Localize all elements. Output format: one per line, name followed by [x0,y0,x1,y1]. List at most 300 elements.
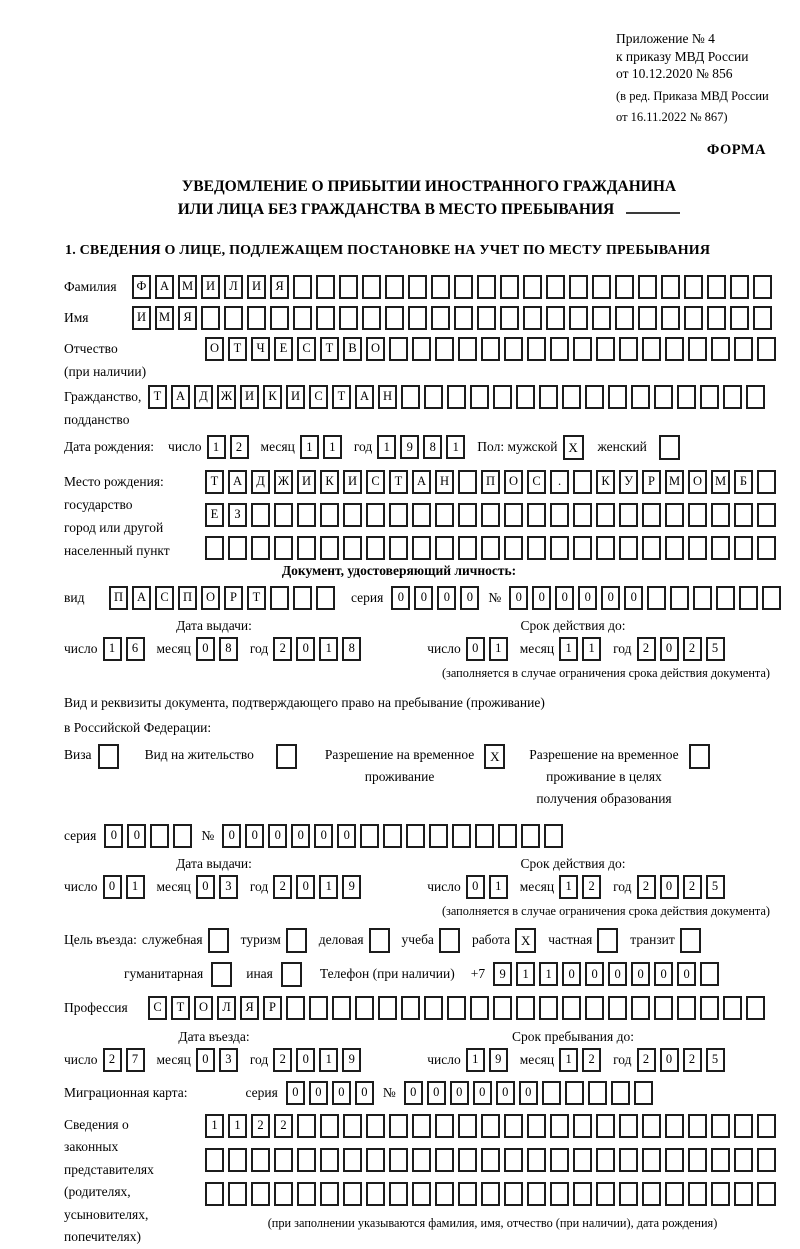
char-cell[interactable]: 0 [296,637,315,661]
char-cell[interactable]: М [178,275,197,299]
char-cell[interactable] [493,996,512,1020]
char-cell[interactable] [757,1114,776,1138]
char-cell[interactable] [339,275,358,299]
char-cell[interactable]: П [178,586,197,610]
char-cell[interactable]: 0 [103,875,122,899]
char-cell[interactable]: 0 [222,824,241,848]
char-cell[interactable] [585,996,604,1020]
char-cell[interactable] [458,1148,477,1172]
char-cell[interactable] [608,385,627,409]
sex-male-checkbox[interactable]: X [563,435,584,460]
char-cell[interactable] [355,996,374,1020]
char-cell[interactable]: 9 [342,1048,361,1072]
other-checkbox[interactable] [281,962,302,987]
char-cell[interactable] [383,824,402,848]
char-cell[interactable] [389,1114,408,1138]
tourism-checkbox[interactable] [286,928,307,953]
char-cell[interactable]: С [309,385,328,409]
char-cell[interactable] [228,1182,247,1206]
char-cell[interactable]: С [297,337,316,361]
char-cell[interactable]: 1 [489,637,508,661]
char-cell[interactable] [619,337,638,361]
char-cell[interactable]: 2 [637,637,656,661]
char-cell[interactable]: 1 [466,1048,485,1072]
char-cell[interactable]: Ж [217,385,236,409]
char-cell[interactable] [431,306,450,330]
char-cell[interactable] [757,337,776,361]
char-cell[interactable] [481,1182,500,1206]
char-cell[interactable]: С [527,470,546,494]
char-cell[interactable] [665,1182,684,1206]
char-cell[interactable]: 0 [268,824,287,848]
char-cell[interactable] [431,275,450,299]
char-cell[interactable]: 1 [205,1114,224,1138]
char-cell[interactable]: А [355,385,374,409]
char-cell[interactable] [516,385,535,409]
char-cell[interactable]: 0 [291,824,310,848]
char-cell[interactable]: Б [734,470,753,494]
char-cell[interactable] [619,1114,638,1138]
char-cell[interactable]: 1 [559,875,578,899]
char-cell[interactable] [665,1114,684,1138]
char-cell[interactable] [412,1182,431,1206]
char-cell[interactable] [458,1182,477,1206]
char-cell[interactable]: 1 [228,1114,247,1138]
char-cell[interactable]: Ф [132,275,151,299]
char-cell[interactable] [596,503,615,527]
char-cell[interactable] [665,503,684,527]
char-cell[interactable] [634,1081,653,1105]
char-cell[interactable] [316,586,335,610]
char-cell[interactable]: И [297,470,316,494]
char-cell[interactable] [424,385,443,409]
char-cell[interactable]: 5 [706,1048,725,1072]
char-cell[interactable] [544,824,563,848]
char-cell[interactable] [596,536,615,560]
residence-permit-checkbox[interactable] [276,744,297,769]
char-cell[interactable] [339,306,358,330]
char-cell[interactable]: 1 [489,875,508,899]
char-cell[interactable] [389,503,408,527]
char-cell[interactable] [412,1148,431,1172]
transit-checkbox[interactable] [680,928,701,953]
char-cell[interactable]: 2 [683,875,702,899]
char-cell[interactable] [638,275,657,299]
char-cell[interactable] [477,275,496,299]
char-cell[interactable] [596,1114,615,1138]
char-cell[interactable] [711,337,730,361]
char-cell[interactable] [274,1148,293,1172]
char-cell[interactable]: 2 [230,435,249,459]
char-cell[interactable]: 0 [245,824,264,848]
char-cell[interactable]: 8 [219,637,238,661]
char-cell[interactable]: 1 [103,637,122,661]
char-cell[interactable] [700,385,719,409]
char-cell[interactable] [150,824,169,848]
char-cell[interactable] [366,1114,385,1138]
char-cell[interactable] [316,275,335,299]
char-cell[interactable] [224,306,243,330]
char-cell[interactable] [274,536,293,560]
char-cell[interactable] [475,824,494,848]
char-cell[interactable] [458,536,477,560]
char-cell[interactable]: О [504,470,523,494]
char-cell[interactable] [730,306,749,330]
char-cell[interactable]: 0 [450,1081,469,1105]
char-cell[interactable]: 0 [509,586,528,610]
char-cell[interactable] [711,1148,730,1172]
char-cell[interactable]: 0 [562,962,581,986]
char-cell[interactable]: Т [320,337,339,361]
char-cell[interactable] [757,503,776,527]
char-cell[interactable]: З [228,503,247,527]
char-cell[interactable] [309,996,328,1020]
char-cell[interactable] [711,536,730,560]
char-cell[interactable]: 9 [342,875,361,899]
char-cell[interactable] [435,1114,454,1138]
char-cell[interactable] [757,1182,776,1206]
char-cell[interactable] [251,1148,270,1172]
char-cell[interactable] [251,1182,270,1206]
char-cell[interactable] [408,306,427,330]
char-cell[interactable]: 0 [660,875,679,899]
char-cell[interactable] [360,824,379,848]
char-cell[interactable] [619,1182,638,1206]
rvp-checkbox[interactable]: X [484,744,505,769]
char-cell[interactable]: Я [178,306,197,330]
char-cell[interactable] [642,503,661,527]
char-cell[interactable]: М [665,470,684,494]
char-cell[interactable] [711,1182,730,1206]
char-cell[interactable] [661,275,680,299]
char-cell[interactable] [493,385,512,409]
char-cell[interactable] [693,586,712,610]
char-cell[interactable]: 0 [309,1081,328,1105]
char-cell[interactable] [362,306,381,330]
char-cell[interactable]: 8 [423,435,442,459]
char-cell[interactable] [293,306,312,330]
char-cell[interactable] [642,1114,661,1138]
char-cell[interactable]: 0 [127,824,146,848]
char-cell[interactable] [542,1081,561,1105]
char-cell[interactable]: 0 [296,1048,315,1072]
char-cell[interactable]: 2 [582,1048,601,1072]
char-cell[interactable]: 5 [706,637,725,661]
char-cell[interactable] [611,1081,630,1105]
char-cell[interactable]: А [412,470,431,494]
char-cell[interactable] [504,337,523,361]
char-cell[interactable]: 0 [473,1081,492,1105]
char-cell[interactable] [205,1148,224,1172]
char-cell[interactable] [615,275,634,299]
char-cell[interactable]: Н [435,470,454,494]
char-cell[interactable]: 0 [532,586,551,610]
char-cell[interactable] [205,536,224,560]
char-cell[interactable] [638,306,657,330]
char-cell[interactable] [458,1114,477,1138]
char-cell[interactable] [746,385,765,409]
char-cell[interactable] [654,385,673,409]
char-cell[interactable] [615,306,634,330]
char-cell[interactable]: В [343,337,362,361]
char-cell[interactable] [619,536,638,560]
char-cell[interactable] [569,275,588,299]
char-cell[interactable]: 1 [319,875,338,899]
char-cell[interactable]: М [711,470,730,494]
char-cell[interactable] [746,996,765,1020]
char-cell[interactable] [700,962,719,986]
char-cell[interactable]: 3 [219,1048,238,1072]
char-cell[interactable]: Ч [251,337,270,361]
char-cell[interactable]: 8 [342,637,361,661]
char-cell[interactable]: М [155,306,174,330]
char-cell[interactable] [504,503,523,527]
char-cell[interactable]: Д [194,385,213,409]
char-cell[interactable] [730,275,749,299]
char-cell[interactable] [435,337,454,361]
char-cell[interactable]: Т [205,470,224,494]
char-cell[interactable] [343,1148,362,1172]
char-cell[interactable]: Т [148,385,167,409]
char-cell[interactable] [481,536,500,560]
char-cell[interactable]: 1 [207,435,226,459]
char-cell[interactable] [550,1148,569,1172]
char-cell[interactable]: 0 [519,1081,538,1105]
char-cell[interactable]: Т [247,586,266,610]
char-cell[interactable] [631,996,650,1020]
char-cell[interactable] [447,996,466,1020]
char-cell[interactable] [688,1114,707,1138]
char-cell[interactable]: Ж [274,470,293,494]
char-cell[interactable]: 1 [559,1048,578,1072]
char-cell[interactable]: И [286,385,305,409]
char-cell[interactable]: О [201,586,220,610]
char-cell[interactable]: 0 [414,586,433,610]
char-cell[interactable] [435,1148,454,1172]
char-cell[interactable] [562,385,581,409]
char-cell[interactable] [270,586,289,610]
char-cell[interactable]: 0 [466,875,485,899]
char-cell[interactable]: Т [171,996,190,1020]
char-cell[interactable] [565,1081,584,1105]
char-cell[interactable]: О [194,996,213,1020]
char-cell[interactable] [452,824,471,848]
char-cell[interactable]: 6 [126,637,145,661]
char-cell[interactable] [757,470,776,494]
char-cell[interactable] [688,337,707,361]
char-cell[interactable] [665,536,684,560]
char-cell[interactable] [500,275,519,299]
char-cell[interactable] [523,306,542,330]
char-cell[interactable] [320,536,339,560]
char-cell[interactable] [527,1114,546,1138]
char-cell[interactable] [734,337,753,361]
char-cell[interactable]: 0 [601,586,620,610]
char-cell[interactable] [385,275,404,299]
char-cell[interactable]: 0 [391,586,410,610]
char-cell[interactable] [550,1182,569,1206]
char-cell[interactable]: Р [642,470,661,494]
char-cell[interactable] [631,385,650,409]
char-cell[interactable] [596,1148,615,1172]
char-cell[interactable]: 0 [355,1081,374,1105]
char-cell[interactable]: 2 [683,637,702,661]
char-cell[interactable]: К [596,470,615,494]
char-cell[interactable] [573,470,592,494]
char-cell[interactable] [424,996,443,1020]
char-cell[interactable] [435,1182,454,1206]
char-cell[interactable] [332,996,351,1020]
char-cell[interactable]: 0 [578,586,597,610]
char-cell[interactable]: Т [389,470,408,494]
char-cell[interactable]: А [132,586,151,610]
char-cell[interactable] [734,503,753,527]
char-cell[interactable] [592,306,611,330]
char-cell[interactable] [343,1182,362,1206]
char-cell[interactable]: И [343,470,362,494]
char-cell[interactable]: 1 [559,637,578,661]
char-cell[interactable] [228,536,247,560]
char-cell[interactable] [734,1148,753,1172]
char-cell[interactable] [228,1148,247,1172]
char-cell[interactable] [297,1148,316,1172]
char-cell[interactable] [684,306,703,330]
char-cell[interactable]: Д [251,470,270,494]
char-cell[interactable]: Е [205,503,224,527]
char-cell[interactable] [270,306,289,330]
char-cell[interactable] [661,306,680,330]
char-cell[interactable] [504,1148,523,1172]
char-cell[interactable]: 0 [104,824,123,848]
char-cell[interactable]: 2 [637,1048,656,1072]
char-cell[interactable] [573,1114,592,1138]
char-cell[interactable]: 0 [196,1048,215,1072]
char-cell[interactable] [734,1182,753,1206]
private-checkbox[interactable] [597,928,618,953]
char-cell[interactable] [205,1182,224,1206]
char-cell[interactable] [286,996,305,1020]
char-cell[interactable] [546,275,565,299]
official-checkbox[interactable] [208,928,229,953]
char-cell[interactable] [539,385,558,409]
char-cell[interactable] [435,536,454,560]
char-cell[interactable]: 2 [683,1048,702,1072]
char-cell[interactable]: Л [217,996,236,1020]
char-cell[interactable]: А [228,470,247,494]
char-cell[interactable] [274,503,293,527]
char-cell[interactable] [389,536,408,560]
char-cell[interactable] [366,1182,385,1206]
char-cell[interactable] [573,1182,592,1206]
char-cell[interactable] [684,275,703,299]
char-cell[interactable] [516,996,535,1020]
char-cell[interactable]: 2 [273,1048,292,1072]
study-checkbox[interactable] [439,928,460,953]
char-cell[interactable]: С [366,470,385,494]
char-cell[interactable] [707,275,726,299]
char-cell[interactable] [539,996,558,1020]
char-cell[interactable] [293,586,312,610]
char-cell[interactable] [408,275,427,299]
char-cell[interactable]: Я [240,996,259,1020]
work-checkbox[interactable]: X [515,928,536,953]
char-cell[interactable] [753,275,772,299]
char-cell[interactable] [412,1114,431,1138]
char-cell[interactable] [619,1148,638,1172]
char-cell[interactable]: 0 [196,637,215,661]
char-cell[interactable] [173,824,192,848]
char-cell[interactable] [619,503,638,527]
char-cell[interactable]: 0 [608,962,627,986]
char-cell[interactable] [734,536,753,560]
char-cell[interactable]: 9 [489,1048,508,1072]
char-cell[interactable]: 0 [460,586,479,610]
char-cell[interactable] [251,536,270,560]
char-cell[interactable] [723,385,742,409]
char-cell[interactable]: И [201,275,220,299]
char-cell[interactable] [527,1182,546,1206]
char-cell[interactable] [406,824,425,848]
char-cell[interactable]: 0 [314,824,333,848]
char-cell[interactable]: С [148,996,167,1020]
char-cell[interactable] [481,503,500,527]
char-cell[interactable] [573,536,592,560]
char-cell[interactable]: Н [378,385,397,409]
char-cell[interactable] [523,275,542,299]
char-cell[interactable] [665,337,684,361]
char-cell[interactable]: 0 [585,962,604,986]
char-cell[interactable] [470,996,489,1020]
char-cell[interactable] [385,306,404,330]
char-cell[interactable] [366,503,385,527]
char-cell[interactable]: . [550,470,569,494]
char-cell[interactable] [521,824,540,848]
char-cell[interactable] [757,536,776,560]
char-cell[interactable]: Я [270,275,289,299]
char-cell[interactable]: Р [224,586,243,610]
char-cell[interactable]: О [205,337,224,361]
char-cell[interactable] [454,306,473,330]
char-cell[interactable] [389,1148,408,1172]
char-cell[interactable] [343,536,362,560]
rvp-edu-checkbox[interactable] [689,744,710,769]
char-cell[interactable]: 2 [251,1114,270,1138]
char-cell[interactable]: 2 [273,637,292,661]
business-checkbox[interactable] [369,928,390,953]
char-cell[interactable]: 0 [660,1048,679,1072]
char-cell[interactable]: 0 [296,875,315,899]
char-cell[interactable] [688,536,707,560]
char-cell[interactable] [707,306,726,330]
char-cell[interactable] [435,503,454,527]
char-cell[interactable]: 0 [427,1081,446,1105]
char-cell[interactable] [320,1182,339,1206]
char-cell[interactable] [642,1182,661,1206]
char-cell[interactable] [585,385,604,409]
char-cell[interactable] [320,503,339,527]
char-cell[interactable] [504,1114,523,1138]
char-cell[interactable] [481,1114,500,1138]
char-cell[interactable]: 7 [126,1048,145,1072]
char-cell[interactable]: Е [274,337,293,361]
char-cell[interactable] [481,337,500,361]
char-cell[interactable] [412,536,431,560]
char-cell[interactable] [550,1114,569,1138]
char-cell[interactable] [562,996,581,1020]
char-cell[interactable] [596,337,615,361]
char-cell[interactable]: К [263,385,282,409]
char-cell[interactable]: 0 [404,1081,423,1105]
